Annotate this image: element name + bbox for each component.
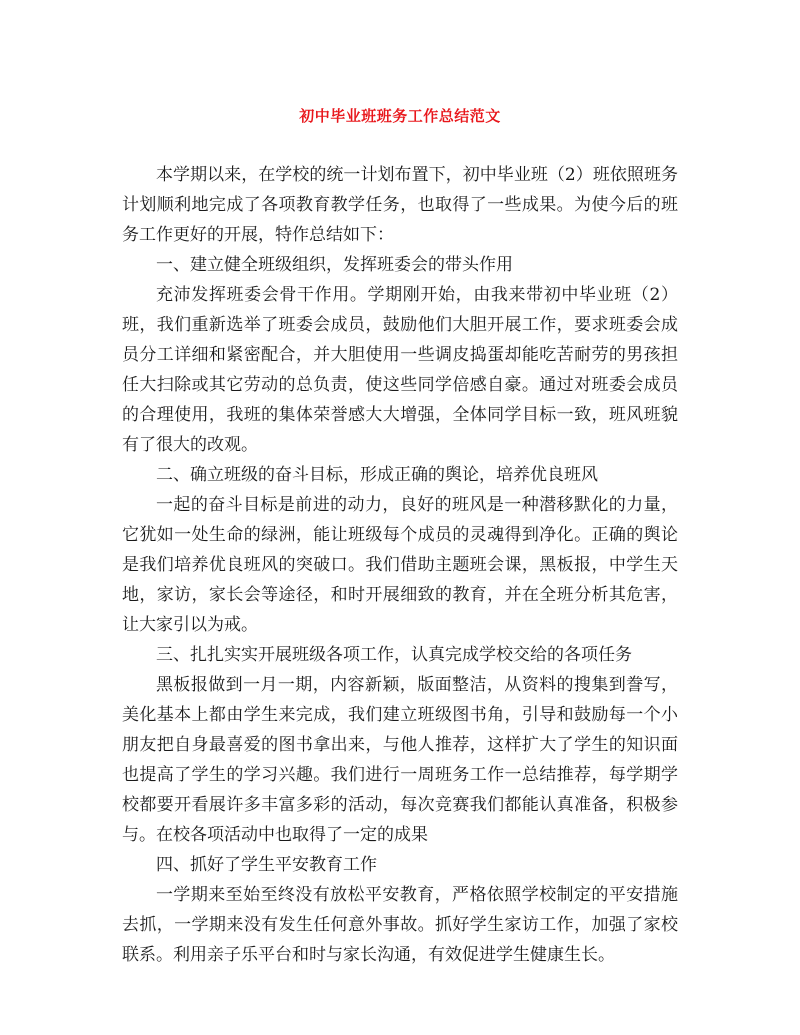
document-title: 初中毕业班班务工作总结范文: [299, 107, 501, 125]
section-paragraph-4: 一学期来至始至终没有放松平安教育，严格依照学校制定的平安措施去抓，一学期来没有发生任何意外事故。抓好学生家访工作，加强了家校联系。利用亲子乐平台和时与家长沟通，有效促进学生健康生长。: [122, 885, 678, 965]
section-paragraph-2: 一起的奋斗目标是前进的动力，良好的班风是一种潜移默化的力量，它犹如一处生命的绿洲，能让班级每个成员的灵魂得到净化。正确的舆论是我们培养优良班风的突破口。我们借助主题班会课，黑板报，中学生天地，家访，家长会等途径，和时开展细致的教育，并在全班分析其危害，让大家引以为戒。: [122, 495, 678, 635]
section-heading-1: 一、建立健全班级组织，发挥班委会的带头作用: [156, 255, 513, 275]
section-heading-3: 三、扎扎实实开展班级各项工作，认真完成学校交给的各项任务: [156, 645, 632, 665]
section-heading-2: 二、确立班级的奋斗目标，形成正确的舆论，培养优良班风: [156, 465, 598, 485]
section-heading-4: 四、抓好了学生平安教育工作: [156, 855, 377, 875]
section-paragraph-1: 充沛发挥班委会骨干作用。学期刚开始，由我来带初中毕业班（2）班，我们重新选举了班委会成员，鼓励他们大胆开展工作，要求班委会成员分工详细和紧密配合，并大胆使用一些调皮捣蛋却能吃苦耐劳的男孩担任大扫除或其它劳动的总负责，使这些同学倍感自豪。通过对班委会成员的合理使用，我班的集体荣誉感大大增强，全体同学目标一致，班风班貌有了很大的改观。: [122, 285, 678, 455]
document-body: [122, 160, 678, 970]
intro-paragraph: 本学期以来，在学校的统一计划布置下，初中毕业班（2）班依照班务计划顺利地完成了各项教育教学任务，也取得了一些成果。为使今后的班务工作更好的开展，特作总结如下：: [122, 165, 678, 245]
section-paragraph-3: 黑板报做到一月一期，内容新颖，版面整洁，从资料的搜集到誊写，美化基本上都由学生来完成，我们建立班级图书角，引导和鼓励每一个小朋友把自身最喜爱的图书拿出来，与他人推荐，这样扩大了学生的知识面也提高了学生的学习兴趣。我们进行一周班务工作一总结推荐，每学期学校都要开看展许多丰富多彩的活动，每次竞赛我们都能认真准备，积极参与。在校各项活动中也取得了一定的成果: [122, 675, 678, 845]
